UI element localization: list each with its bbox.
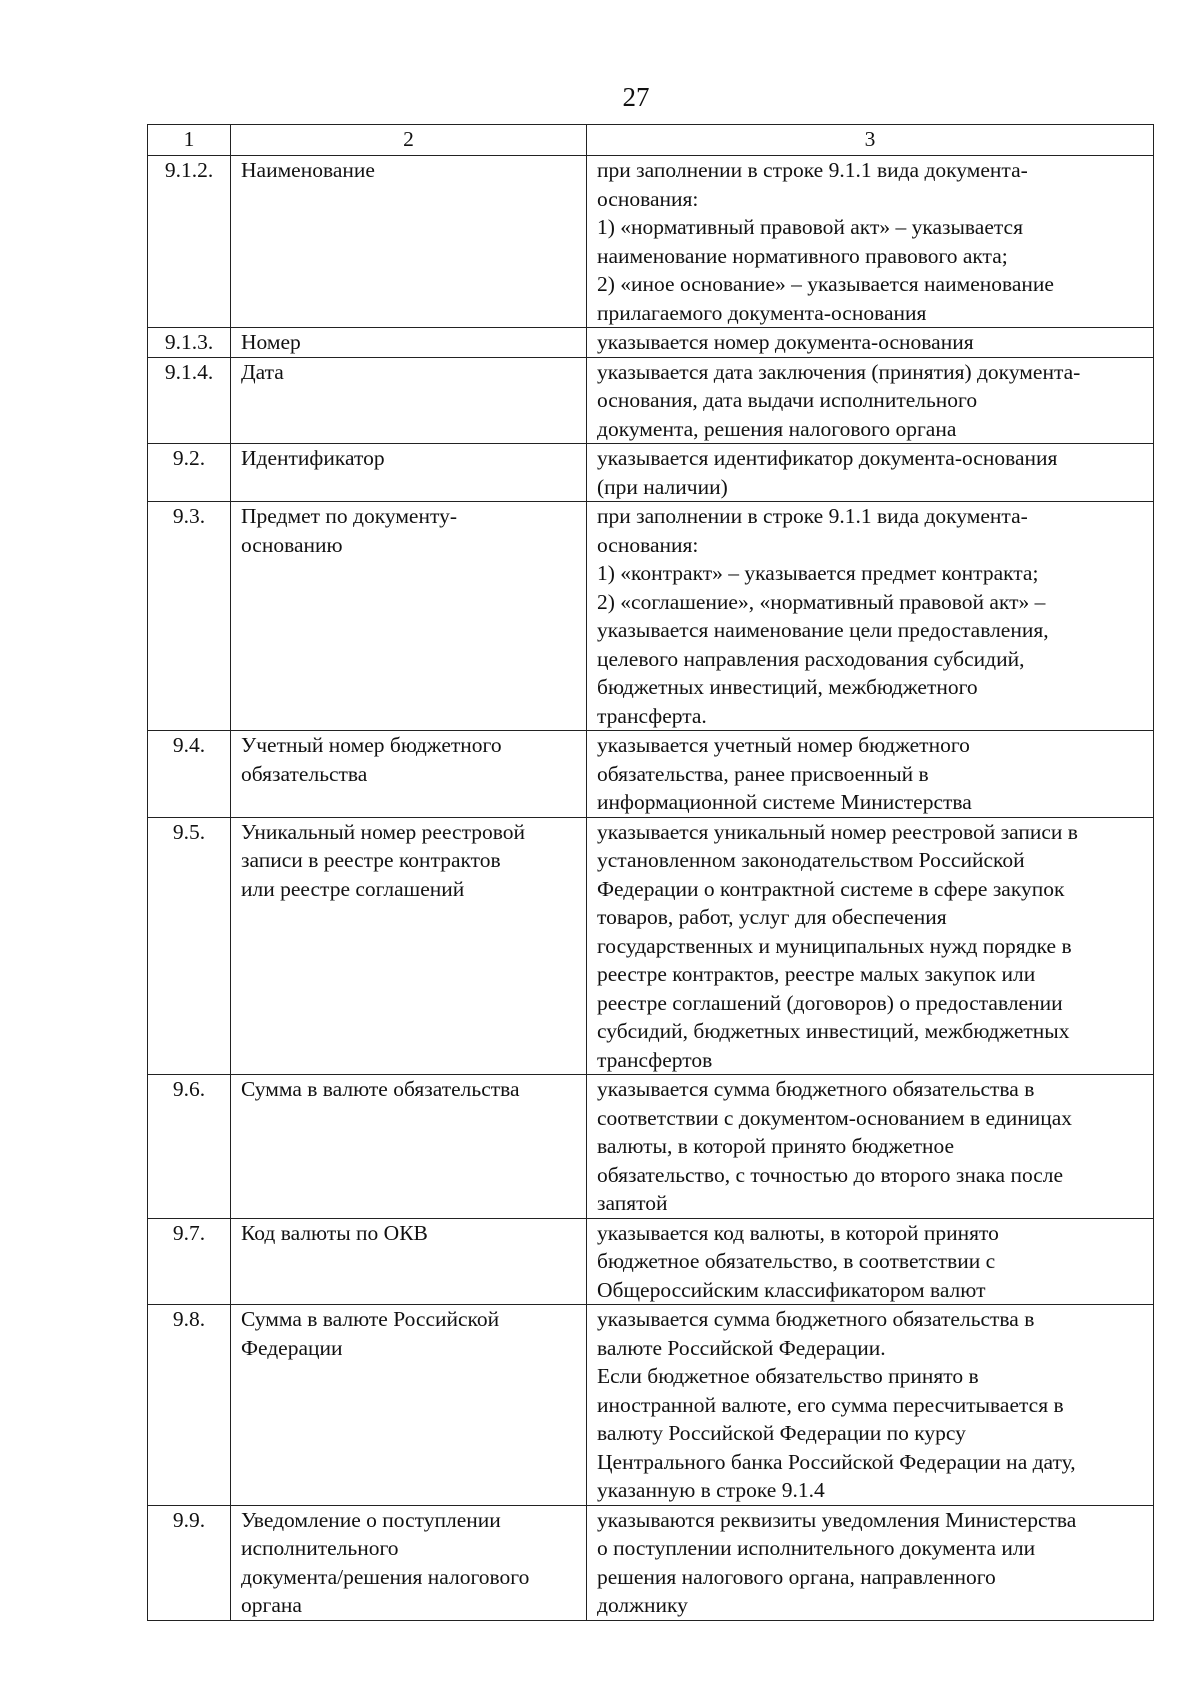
field-description-line: указывается сумма бюджетного обязательства в <box>597 1077 1035 1101</box>
field-description-line: основания: <box>597 186 699 211</box>
field-description-line: указываются реквизиты уведомления Министерства <box>597 1507 1077 1532</box>
field-description-cell <box>587 731 1154 818</box>
field-description-line: запятой <box>597 1191 668 1215</box>
row-number-cell: 9.1.4. <box>148 357 231 444</box>
field-description-line: Центрального банка Российской Федерации на дату, <box>597 1449 1076 1474</box>
field-description-line: указывается код валюты, в которой принято <box>597 1220 999 1245</box>
field-description-line: 2) «иное основание» – указывается наименование <box>597 272 1054 296</box>
field-description-line: Если бюджетное обязательство принято в <box>597 1364 979 1388</box>
field-description-cell <box>587 1218 1154 1305</box>
field-description-line: установленном законодательством Российской <box>597 848 1025 872</box>
field-description-cell <box>587 502 1154 731</box>
field-name-line: Уникальный номер реестровой <box>241 819 526 844</box>
field-description-line: соответствии с документом-основанием в единицах <box>597 1105 1073 1130</box>
field-name-cell <box>231 1305 587 1506</box>
field-description-line: (при наличии) <box>597 474 728 499</box>
field-description-line: о поступлении исполнительного документа или <box>597 1536 1036 1560</box>
table-row <box>148 357 1154 444</box>
field-name-line: Сумма в валюте Российской <box>241 1307 500 1331</box>
document-table <box>147 124 1154 1621</box>
field-description-line: трансфертов <box>597 1047 713 1072</box>
table-body <box>148 156 1154 1621</box>
field-description-line: валюте Российской Федерации. <box>597 1335 886 1360</box>
field-name-cell <box>231 328 587 358</box>
field-description-line: иностранной валюте, его сумма пересчитывается в <box>597 1392 1064 1417</box>
field-description-line: Федерации о контрактной системе в сфере закупок <box>597 876 1065 901</box>
field-name-line: исполнительного <box>241 1536 399 1560</box>
field-description-cell <box>587 1075 1154 1219</box>
field-name-line: Федерации <box>241 1335 343 1360</box>
row-number-cell: 9.3. <box>148 502 231 731</box>
field-name-line: Уведомление о поступлении <box>241 1507 501 1532</box>
header-cell-3: 3 <box>587 125 1154 156</box>
field-name-line: Номер <box>241 330 301 354</box>
table-row <box>148 1075 1154 1219</box>
field-name-line: обязательства <box>241 761 368 786</box>
field-description-line: товаров, работ, услуг для обеспечения <box>597 905 947 929</box>
field-description-line: указывается дата заключения (принятия) документа- <box>597 359 1081 384</box>
table-row <box>148 731 1154 818</box>
field-description-line: информационной системе Министерства <box>597 790 972 814</box>
row-number-cell: 9.8. <box>148 1305 231 1506</box>
field-description-line: Общероссийским классификатором валют <box>597 1277 986 1302</box>
field-description-line: валюты, в которой принято бюджетное <box>597 1134 955 1158</box>
page-number: 27 <box>622 82 650 112</box>
header-row <box>148 125 1154 156</box>
field-name-line: Наименование <box>241 158 375 182</box>
field-name-cell <box>231 1218 587 1305</box>
row-number-cell: 9.7. <box>148 1218 231 1305</box>
field-description-line: указывается идентификатор документа-основания <box>597 446 1058 470</box>
field-description-line: 1) «нормативный правовой акт» – указывается <box>597 215 1023 239</box>
field-name-line: Дата <box>241 359 284 384</box>
field-description-line: при заполнении в строке 9.1.1 вида документа- <box>597 158 1028 182</box>
field-description-line: 1) «контракт» – указывается предмет контракта; <box>597 561 1039 585</box>
field-description-line: указывается учетный номер бюджетного <box>597 733 970 757</box>
field-description-line: бюджетных инвестиций, межбюджетного <box>597 675 978 699</box>
field-description-line: трансферта. <box>597 703 707 728</box>
field-description-line: указывается сумма бюджетного обязательства в <box>597 1307 1035 1331</box>
field-name-line: основанию <box>241 532 343 557</box>
field-name-line: записи в реестре контрактов <box>241 848 501 872</box>
table-row <box>148 1218 1154 1305</box>
field-name-cell <box>231 156 587 328</box>
field-description-cell <box>587 1305 1154 1506</box>
field-description-line: 2) «соглашение», «нормативный правовой акт» – <box>597 589 1046 614</box>
table-row <box>148 328 1154 358</box>
field-name-cell <box>231 502 587 731</box>
field-name-cell <box>231 1075 587 1219</box>
row-number-cell: 9.5. <box>148 817 231 1075</box>
field-name-cell <box>231 357 587 444</box>
field-description-cell <box>587 817 1154 1075</box>
field-description-line: субсидий, бюджетных инвестиций, межбюджетных <box>597 1019 1070 1043</box>
field-description-line: реестре контрактов, реестре малых закупок или <box>597 962 1036 986</box>
field-description-line: обязательства, ранее присвоенный в <box>597 761 929 786</box>
header-cell-2: 2 <box>231 125 587 156</box>
field-name-line: Сумма в валюте обязательства <box>241 1077 520 1101</box>
field-description-line: при заполнении в строке 9.1.1 вида документа- <box>597 504 1028 528</box>
field-description-cell <box>587 1505 1154 1620</box>
table-row <box>148 444 1154 502</box>
field-description-cell <box>587 444 1154 502</box>
field-name-line: Код валюты по ОКВ <box>241 1220 428 1245</box>
row-number-cell: 9.6. <box>148 1075 231 1219</box>
field-description-line: основания: <box>597 532 699 557</box>
table-row <box>148 1505 1154 1620</box>
field-name-line: Учетный номер бюджетного <box>241 733 502 757</box>
field-description-line: бюджетное обязательство, в соответствии с <box>597 1249 996 1273</box>
field-name-cell <box>231 1505 587 1620</box>
field-description-line: обязательство, с точностью до второго знака после <box>597 1162 1064 1187</box>
field-description-line: документа, решения налогового органа <box>597 416 957 441</box>
field-description-line: указывается номер документа-основания <box>597 330 974 354</box>
field-description-line: указывается наименование цели предоставления, <box>597 618 1049 642</box>
field-description-line: прилагаемого документа-основания <box>597 300 927 325</box>
field-description-line: основания, дата выдачи исполнительного <box>597 388 978 412</box>
field-name-line: Предмет по документу- <box>241 504 457 528</box>
field-name-cell <box>231 444 587 502</box>
field-description-line: должнику <box>597 1593 688 1617</box>
field-description-line: целевого направления расходования субсидий, <box>597 646 1025 671</box>
field-description-line: решения налогового органа, направленного <box>597 1564 996 1589</box>
field-name-cell <box>231 817 587 1075</box>
field-description-line: валюту Российской Федерации по курсу <box>597 1421 966 1445</box>
field-description-line: государственных и муниципальных нужд порядке в <box>597 933 1072 958</box>
row-number-cell: 9.2. <box>148 444 231 502</box>
header-cell-1: 1 <box>148 125 231 156</box>
field-description-cell <box>587 328 1154 358</box>
field-description-line: реестре соглашений (договоров) о предоставлении <box>597 990 1063 1015</box>
row-number-cell: 9.1.3. <box>148 328 231 358</box>
field-description-line: указанную в строке 9.1.4 <box>597 1478 825 1502</box>
field-description-line: указывается уникальный номер реестровой записи в <box>597 819 1078 844</box>
table-row <box>148 502 1154 731</box>
row-number-cell: 9.9. <box>148 1505 231 1620</box>
field-name-line: органа <box>241 1593 302 1617</box>
field-name-line: Идентификатор <box>241 446 385 470</box>
field-description-cell <box>587 156 1154 328</box>
row-number-cell: 9.1.2. <box>148 156 231 328</box>
table-row <box>148 1305 1154 1506</box>
field-description-cell <box>587 357 1154 444</box>
table-row <box>148 817 1154 1075</box>
field-name-line: или реестре соглашений <box>241 876 465 901</box>
table-row <box>148 156 1154 328</box>
field-description-line: наименование нормативного правового акта; <box>597 243 1008 268</box>
row-number-cell: 9.4. <box>148 731 231 818</box>
field-name-cell <box>231 731 587 818</box>
field-name-line: документа/решения налогового <box>241 1564 530 1589</box>
